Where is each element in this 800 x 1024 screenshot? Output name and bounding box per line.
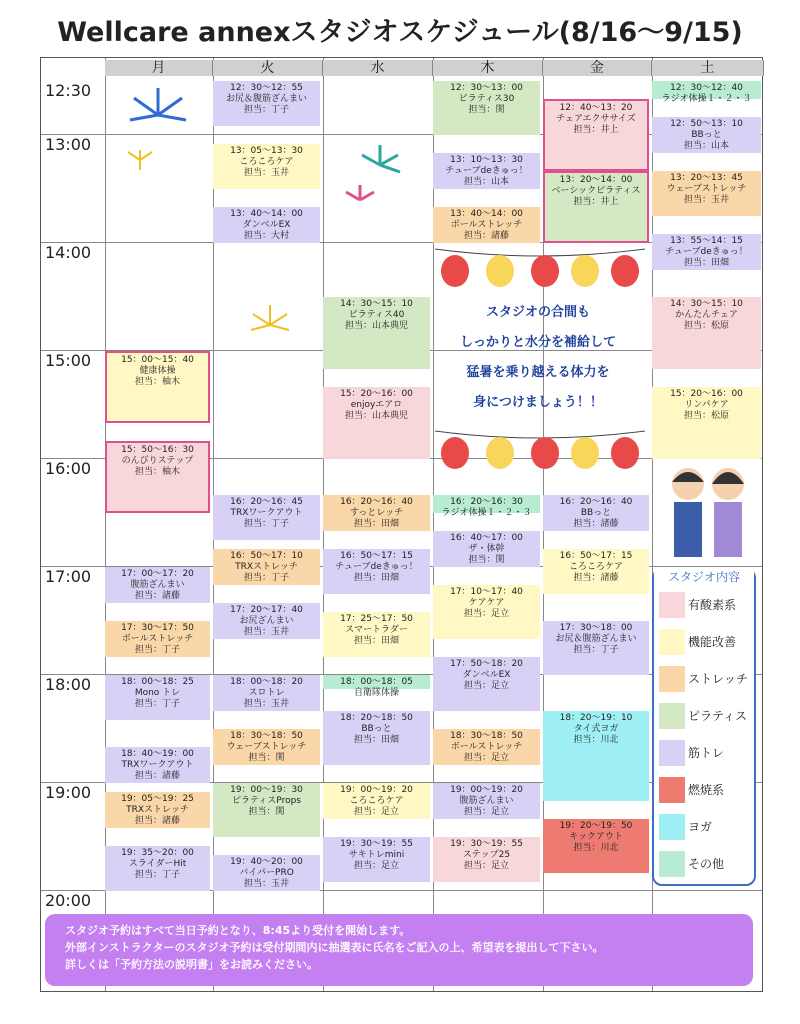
class-name: ころころケア [349,796,404,806]
legend-swatch [659,592,685,618]
class-time: 15：20〜16：00 [670,389,743,399]
class-name: ピラティスProps [232,796,301,806]
legend-label: 機能改善 [688,635,737,649]
class-name: 健康体操 [139,366,176,376]
class-time: 12：50〜13：10 [670,119,743,129]
class-block[interactable] [105,675,210,720]
class-block[interactable] [323,549,430,594]
class-instructor: 担当：川北 [573,735,619,745]
lantern-icon [435,425,645,475]
class-block[interactable] [213,729,320,765]
class-block[interactable] [105,351,210,423]
class-block[interactable] [105,621,210,657]
time-label: 20:00 [45,891,92,910]
class-instructor: 担当：関 [468,105,505,115]
class-time: 18：30〜18：50 [450,731,523,741]
class-block[interactable] [433,657,540,711]
class-block[interactable] [105,792,210,828]
class-block[interactable] [323,495,430,531]
time-label: 13:00 [45,135,92,154]
class-block[interactable] [543,819,649,873]
day-header: 土 [652,60,764,76]
class-time: 17：30〜17：50 [121,623,194,633]
class-instructor: 担当：諸藤 [573,573,619,583]
day-header: 金 [543,60,652,76]
class-name: サキトレmini [348,850,405,860]
class-time: 16：40〜17：00 [450,533,523,543]
class-instructor: 担当：丁子 [573,645,619,655]
class-instructor: 担当：丁子 [134,699,180,709]
class-instructor: 担当：松原 [683,321,729,331]
message-line: スタジオの合間も [485,305,590,320]
class-time: 16：50〜17：15 [559,551,633,561]
class-instructor: 担当：川北 [573,843,619,853]
class-name: 腹筋ざんまい [130,580,185,590]
class-block[interactable] [323,711,430,765]
class-name: かんたんチェア [675,310,738,320]
class-name: ダンベルEX [242,220,291,230]
class-block[interactable] [213,549,320,585]
time-label: 12:30 [45,81,92,100]
legend-swatch [659,703,685,729]
class-time: 12：40〜13：20 [559,103,633,113]
class-name: Mono トレ [134,688,181,698]
legend-label: ヨガ [688,820,713,834]
legend-swatch [659,740,685,766]
class-name: BBっと [580,508,612,518]
class-block[interactable] [543,621,649,675]
legend [652,568,756,886]
class-time: 16：20〜16：30 [450,497,523,507]
legend-swatch [659,629,685,655]
class-name: ラジオ体操１・２・３ [441,508,532,518]
class-name: ピラティス40 [348,310,405,320]
class-name: キックアウト [569,832,623,842]
class-name: BBっと [361,724,392,734]
class-instructor: 担当：松原 [683,411,729,421]
class-time: 19：20〜19：50 [559,821,633,831]
page-title: Wellcare annexスタジオスケジュール(8/16〜9/15) [57,17,743,48]
class-block[interactable] [105,846,210,891]
class-block[interactable] [543,711,649,801]
class-instructor: 担当：田畑 [683,258,729,268]
class-instructor: 担当：関 [468,555,505,565]
class-instructor: 担当：田畑 [353,636,399,646]
class-instructor: 担当：丁子 [134,645,180,655]
legend-label: 燃焼系 [688,783,725,797]
legend-swatch [659,666,685,692]
class-instructor: 担当：丁子 [243,105,289,115]
summer-message [440,298,636,418]
class-block[interactable] [213,144,320,189]
class-time: 13：20〜13：45 [670,173,743,183]
class-instructor: 担当：足立 [463,753,509,763]
class-instructor: 担当：関 [248,753,285,763]
class-name: ウェーブストレッチ [666,184,747,194]
class-instructor: 担当：大村 [243,231,289,241]
class-block[interactable] [323,612,430,657]
class-time: 13：55〜14：15 [670,236,743,246]
legend-label: ピラティス [688,709,748,723]
fireworks-icon [245,300,295,370]
time-label: 14:00 [45,243,92,262]
class-time: 19：05〜19：25 [121,794,194,804]
class-instructor: 担当：田畑 [353,519,399,529]
class-block[interactable] [213,675,320,711]
class-name: スマートラダー [345,625,408,635]
class-time: 18：20〜19：10 [559,713,633,723]
class-time: 16：50〜17：10 [230,551,303,561]
class-block[interactable] [433,729,540,765]
class-time: 15：20〜16：00 [340,389,413,399]
class-time: 13：40〜14：00 [230,209,303,219]
class-instructor: 担当：諸藤 [134,591,180,601]
class-name: ピラティス30 [458,94,515,104]
class-block[interactable] [213,495,320,540]
day-header: 火 [213,60,323,76]
class-instructor: 担当：井上 [573,197,619,207]
fireworks-icon [340,140,410,230]
class-block[interactable] [213,603,320,639]
class-instructor: 担当：諸藤 [134,771,180,781]
class-time: 19：00〜19：20 [450,785,523,795]
class-name: ラジオ体操１・２・３ [661,94,752,104]
class-time: 15：00〜15：40 [121,355,194,365]
legend-label: ストレッチ [688,672,748,686]
class-block[interactable] [652,117,761,153]
legend-swatch [659,851,685,877]
class-name: チェアエクササイズ [556,114,636,124]
class-name: のんびりステップ [121,456,194,466]
day-header: 水 [323,60,433,76]
class-time: 18：30〜18：50 [230,731,303,741]
class-block[interactable] [105,567,210,603]
class-name: TRXストレッチ [126,805,189,815]
legend-swatch [659,814,685,840]
class-name: チューブdeきゅっ！ [445,166,528,176]
class-time: 13：05〜13：30 [230,146,303,156]
class-time: 17：10〜17：40 [450,587,523,597]
class-instructor: 担当：山本典児 [344,321,408,331]
day-header: 木 [433,60,543,76]
class-instructor: 担当：足立 [353,807,399,817]
class-name: お尻ざんまい [239,616,294,626]
class-instructor: 担当：柚木 [134,467,180,477]
class-time: 19：00〜19：30 [230,785,303,795]
class-time: 19：35〜20：00 [121,848,194,858]
time-label: 16:00 [45,459,92,478]
class-time: 17：30〜18：00 [559,623,633,633]
class-instructor: 担当：田畑 [353,735,399,745]
time-label: 19:00 [45,783,92,802]
class-instructor: 担当：玉井 [243,168,289,178]
class-name: タイ式ヨガ [573,724,619,734]
class-instructor: 担当：玉井 [683,195,729,205]
class-instructor: 担当：丁子 [134,870,180,880]
class-name: ダンベルEX [462,670,511,680]
class-name: ボールストレッチ [450,742,523,752]
legend-swatch [659,777,685,803]
class-instructor: 担当：諸藤 [463,231,509,241]
class-instructor: 担当：山本 [683,141,729,151]
class-time: 13：10〜13：30 [450,155,523,165]
class-time: 14：30〜15：10 [670,299,743,309]
class-name: TRXワークアウト [121,760,194,770]
legend-title: スタジオ内容 [654,568,754,585]
class-time: 19：00〜19：20 [340,785,413,795]
class-instructor: 担当：山本 [463,177,509,187]
class-instructor: 担当：井上 [573,125,619,135]
class-block[interactable] [543,495,649,531]
class-name: バイパーPRO [239,868,294,878]
class-instructor: 担当：田畑 [353,573,399,583]
class-time: 16：20〜16：40 [559,497,633,507]
class-time: 18：20〜18：50 [340,713,413,723]
legend-label: その他 [688,857,725,871]
class-name: スロトレ [248,688,285,698]
class-block[interactable] [433,531,540,567]
yukata-couple-icon [660,462,755,562]
class-time: 18：40〜19：00 [121,749,194,759]
class-block[interactable] [433,585,540,639]
class-time: 16：20〜16：40 [340,497,413,507]
legend-label: 有酸素系 [688,598,737,612]
time-label: 17:00 [45,567,92,586]
class-instructor: 担当：柚木 [134,377,180,387]
class-block[interactable] [323,297,430,369]
lantern-icon [435,243,645,293]
class-time: 19：30〜19：55 [340,839,413,849]
class-time: 13：40〜14：00 [450,209,523,219]
time-label: 18:00 [45,675,92,694]
class-block[interactable] [213,207,320,243]
class-name: リンパケア [684,400,729,410]
class-name: 腹筋ざんまい [459,796,514,806]
class-block[interactable] [433,783,540,819]
class-block[interactable] [213,855,320,891]
legend-label: 筋トレ [688,746,725,760]
class-block[interactable] [433,495,540,518]
class-name: お尻＆腹筋ざんまい [225,94,307,104]
class-time: 13：20〜14：00 [559,175,633,185]
class-name: ボールストレッチ [450,220,523,230]
day-header: 月 [105,60,213,76]
class-block[interactable] [433,153,540,189]
class-name: すっとレッチ [349,508,404,518]
class-time: 17：25〜17：50 [340,614,413,624]
class-name: TRXストレッチ [235,562,298,572]
class-name: TRXワークアウト [230,508,303,518]
class-name: ボールストレッチ [121,634,194,644]
class-block[interactable] [652,171,761,216]
class-name: お尻＆腹筋ざんまい [555,634,637,644]
class-block[interactable] [323,837,430,882]
class-instructor: 担当：丁子 [243,573,289,583]
class-instructor: 担当：玉井 [243,879,289,889]
class-block[interactable] [543,171,649,243]
class-instructor: 担当：丁子 [243,519,289,529]
class-time: 19：40〜20：00 [230,857,303,867]
class-time: 18：00〜18：25 [121,677,194,687]
class-block[interactable] [213,783,320,837]
class-block[interactable] [543,99,649,171]
class-time: 19：30〜19：55 [450,839,523,849]
class-block[interactable] [652,297,761,369]
class-block[interactable] [105,441,210,513]
class-time: 17：00〜17：20 [121,569,194,579]
class-time: 12：30〜12：55 [230,83,303,93]
class-time: 15：50〜16：30 [121,445,194,455]
class-name: ケアケア [468,598,505,608]
class-time: 17：20〜17：40 [230,605,303,615]
class-time: 14：30〜15：10 [340,299,413,309]
class-block[interactable] [323,675,430,698]
message-line: しっかりと水分を補給して [459,335,616,350]
class-block[interactable] [652,234,761,270]
class-time: 18：00〜18：05 [340,677,413,687]
class-time: 16：50〜17：15 [340,551,413,561]
class-name: ステップ25 [462,850,511,860]
class-time: 12：30〜12：40 [670,83,743,93]
class-instructor: 担当：諸藤 [134,816,180,826]
class-block[interactable] [433,81,540,135]
class-block[interactable] [323,387,430,459]
class-instructor: 担当：足立 [353,861,399,871]
class-instructor: 担当：足立 [463,861,509,871]
class-instructor: 担当：関 [248,807,285,817]
class-time: 16：20〜16：45 [230,497,303,507]
class-instructor: 担当：山本典児 [344,411,408,421]
message-line: 猛暑を乗り越える体力を [466,365,610,380]
class-instructor: 担当：諸藤 [573,519,619,529]
notice-box [45,914,753,986]
class-block[interactable] [543,549,649,594]
class-time: 12：30〜13：00 [450,83,523,93]
fireworks-icon [120,80,200,190]
class-name: 自衛隊体操 [353,688,399,698]
class-name: BBっと [691,130,722,140]
class-name: enjoyエアロ [350,400,403,410]
class-instructor: 担当：足立 [463,807,509,817]
class-block[interactable] [213,81,320,126]
class-instructor: 担当：玉井 [243,699,289,709]
class-name: スライダーHit [128,859,187,869]
notice-line: 外部インストラクターのスタジオ予約は受付期間内に抽選表に氏名をご記入の上、希望表を提出して下さい。 [65,941,604,954]
class-name: ベーシックピラティス [551,186,641,196]
notice-line: スタジオ予約はすべて当日予約となり、8:45より受付を開始します。 [65,924,411,937]
class-instructor: 担当：足立 [463,681,509,691]
class-block[interactable] [433,207,540,243]
class-time: 18：00〜18：20 [230,677,303,687]
class-block[interactable] [323,783,430,819]
class-name: チューブdeきゅっ！ [335,562,418,572]
message-line: 身につけましょう！！ [473,395,603,410]
class-block[interactable] [652,81,761,104]
class-block[interactable] [433,837,540,882]
notice-line: 詳しくは「予約方法の説明書」をお読みください。 [65,958,318,971]
class-block[interactable] [105,747,210,783]
class-name: ウェーブストレッチ [226,742,307,752]
class-name: チューブdeきゅっ！ [665,247,748,257]
class-name: ころころケア [239,157,294,167]
class-name: ころころケア [568,562,623,572]
class-instructor: 担当：玉井 [243,627,289,637]
class-time: 17：50〜18：20 [450,659,523,669]
class-name: ザ・体幹 [468,544,505,554]
time-label: 15:00 [45,351,92,370]
class-block[interactable] [652,387,761,459]
class-instructor: 担当：足立 [463,609,509,619]
